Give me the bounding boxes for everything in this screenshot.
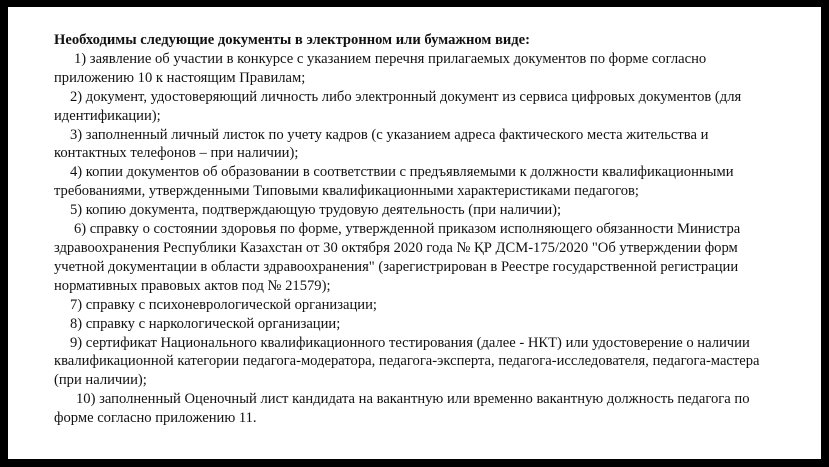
list-item: 1) заявление об участии в конкурсе с указанием перечня прилагаемых документов по форме согласно приложению 10 к настоящим Правилам; (54, 50, 707, 86)
list-item: 3) заполненный личный листок по учету кадров (с указанием адреса фактического места жительства и контактных телефонов – при наличии); (54, 126, 709, 162)
document-heading: Необходимы следующие документы в электронном или бумажном виде: (54, 32, 530, 48)
list-item: 5) копию документа, подтверждающую трудовую деятельность (при наличии); (70, 202, 562, 219)
list-item: 7) справку с психоневрологической организации; (70, 296, 377, 313)
list-item: 8) справку с наркологической организации; (70, 315, 341, 332)
list-item: 6) справку о состоянии здоровья по форме, утвержденной приказом исполняющего обязанности Министра здравоохранения Республики Казахстан от 30 октября 2020 года № ҚР ДСМ-175/2020 "Об утверждении форм учетной документации в области здравоохранения" (зарегистрирован в Реестре государственной регистрации нормативных правовых актов под № 21579); (54, 221, 741, 294)
document-page (8, 7, 821, 459)
list-item: 9) сертификат Национального квалификационного тестирования (далее - НКТ) или удостоверение о наличии квалификационной категории педагога-модератора, педагога-эксперта, педагога-исследователя, педагога-мастера (при наличии); (54, 334, 760, 389)
list-item: 4) копии документов об образовании в соответствии с предъявляемыми к должности квалификационными требованиями, утвержденными Типовыми квалификационными характеристиками педагогов; (54, 164, 734, 200)
list-item: 10) заполненный Оценочный лист кандидата на вакантную или временно вакантную должность педагога по форме согласно приложению 11. (54, 391, 750, 427)
list-item: 2) документ, удостоверяющий личность либо электронный документ из сервиса цифровых документов (для идентификации); (54, 88, 742, 124)
document-content (54, 31, 774, 428)
